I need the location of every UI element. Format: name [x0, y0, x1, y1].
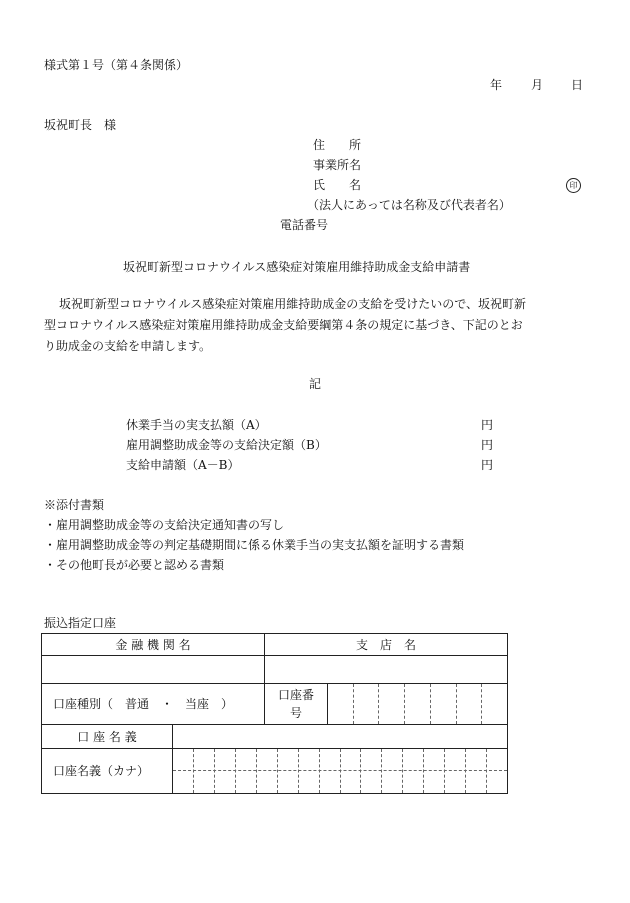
account-type-label: 口座種別（ 普通 ・ 当座 ） [42, 684, 265, 725]
account-heading: 振込指定口座 [44, 616, 117, 630]
body-line-2: 型コロナウイルス感染症対策雇用維持助成金支給要綱第４条の規定に基づき、下記のとお [44, 318, 523, 332]
date-year: 年 [490, 78, 503, 92]
address-label: 住 所 [313, 138, 362, 152]
office-label: 事業所名 [313, 158, 362, 172]
attachment-2: ・雇用調整助成金等の判定基礎期間に係る休業手当の実支払額を証明する書類 [44, 538, 465, 552]
seal-mark [566, 178, 581, 193]
addressee: 坂祝町長 様 [44, 118, 117, 132]
item-label-diff: 支給申請額（A－B） [126, 458, 240, 472]
name-label: 氏 名 [313, 178, 362, 192]
item-label-a: 休業手当の実支払額（A） [126, 418, 267, 432]
attachments-heading: ※添付書類 [44, 498, 105, 512]
item-unit-a: 円 [481, 418, 494, 432]
holder-kana-field[interactable] [173, 749, 508, 794]
ki-mark: 記 [309, 377, 322, 391]
holder-kana-label: 口座名義（カナ） [42, 749, 173, 794]
bank-field[interactable] [42, 656, 265, 684]
item-unit-diff: 円 [481, 458, 494, 472]
attachment-1: ・雇用調整助成金等の支給決定通知書の写し [44, 518, 285, 532]
branch-field[interactable] [265, 656, 508, 684]
date-month: 月 [531, 78, 544, 92]
account-number-label-line2: 号 [290, 706, 303, 720]
branch-label: 支 店 名 [265, 634, 508, 656]
account-table [41, 633, 508, 794]
account-number-label [265, 684, 328, 725]
holder-label: 口 座 名 義 [42, 725, 173, 749]
document-title: 坂祝町新型コロナウイルス感染症対策雇用維持助成金支給申請書 [123, 260, 471, 274]
body-line-3: り助成金の支給を申請します。 [44, 339, 212, 353]
date-day: 日 [571, 78, 584, 92]
name-note: （法人にあっては名称及び代表者名） [307, 198, 511, 212]
account-number-field[interactable] [328, 684, 508, 725]
seal-icon: 印 [566, 178, 581, 193]
account-number-label-line1: 口座番 [278, 688, 315, 702]
body-line-1: 坂祝町新型コロナウイルス感染症対策雇用維持助成金の支給を受けたいので、坂祝町新 [59, 297, 527, 311]
item-unit-b: 円 [481, 438, 494, 452]
bank-label: 金 融 機 関 名 [42, 634, 265, 656]
phone-label: 電話番号 [280, 218, 329, 232]
form-number: 様式第１号（第４条関係） [44, 58, 189, 72]
holder-field[interactable] [173, 725, 508, 749]
attachment-3: ・その他町長が必要と認める書類 [44, 558, 225, 572]
item-label-b: 雇用調整助成金等の支給決定額（B） [126, 438, 327, 452]
